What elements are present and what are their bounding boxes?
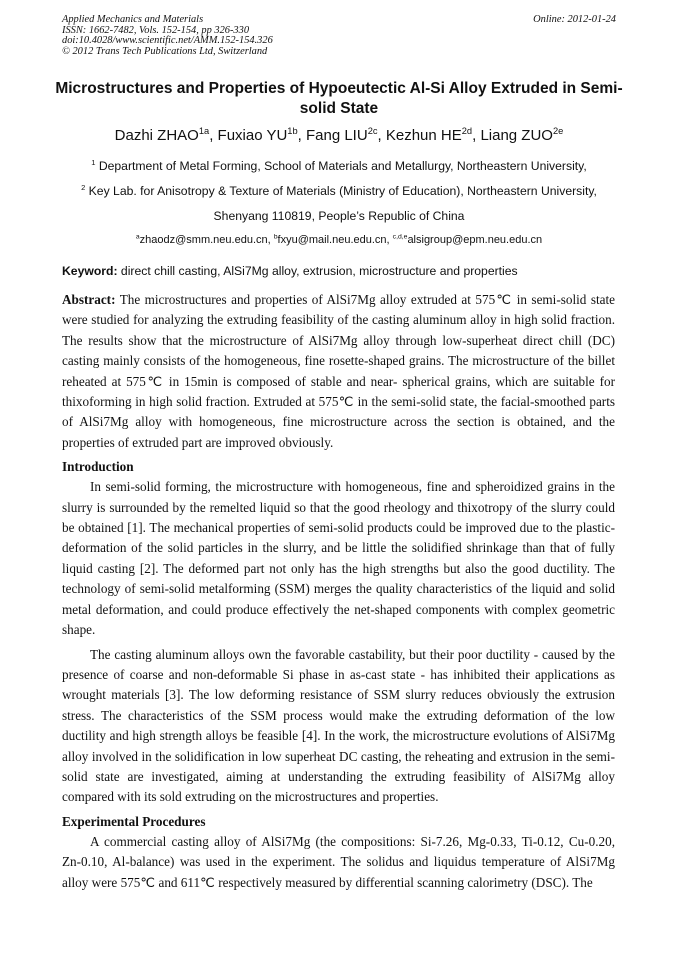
author-list: Dazhi $ZHAO^{1a}$, Fuxiao $YU^{1b}$, Fang $LIU^{2c}$, Kezhun $HE^{2d}$, Liang $ZUO^{2e}$ bbox=[114, 126, 564, 144]
journal-name: Applied Mechanics and Materials bbox=[62, 14, 204, 25]
keyword-label: Keyword: bbox=[62, 264, 118, 278]
affiliation-mark: 2 bbox=[81, 182, 86, 192]
introduction-paragraph-2: The casting aluminum alloys own the favorable castability, but their poor ductility - caused by the presence of coarse and non-deformable Si phase in as-cast state - has inhibited their applications as wrought materials [3]. The low deforming resistance of SSM slurry reduces obviously the extrusion stress. The characteristics of the SSM process would make the extruding deformation of the low ductility and high strength alloys be feasible [4]. In the work, the microstructure evolutions of AlSi7Mg alloy involved in the solidification in low superheat DC casting, the reheating and extrusion in the semi-solid state are investigated, aiming at understanding the extruding feasibility of AlSi7Mg alloy compared with its sold extruding on the microstructures and properties. bbox=[62, 646, 615, 805]
author-affiliation-mark: 2d bbox=[461, 126, 473, 136]
email-mark: a bbox=[135, 233, 140, 241]
keyword-text: direct chill casting, AlSi7Mg alloy, extrusion, microstructure and properties bbox=[120, 264, 518, 278]
affiliation-address: Shenyang 110819, People’s Republic of China bbox=[213, 209, 465, 223]
paper-title: Microstructures and Properties of Hypoeutectic Al-Si Alloy Extruded in Semi-solid State bbox=[55, 80, 623, 117]
author-affiliation-mark: 1a bbox=[198, 126, 210, 136]
keywords bbox=[62, 264, 618, 279]
email-mark: b bbox=[273, 233, 278, 241]
doi-line: doi:10.4028/www.scientific.net/AMM.152-154.326 bbox=[62, 35, 273, 47]
author-name: Dazhi ZHAO bbox=[114, 127, 199, 144]
email-link[interactable]: alsigroup@epm.neu.edu.cn bbox=[407, 234, 543, 246]
affiliation-mark: 1 bbox=[91, 157, 96, 167]
experimental-paragraph-1: A commercial casting alloy of AlSi7Mg (the compositions: Si-7.26, Mg-0.33, Ti-0.12, Cu-0.20, Zn-0.10, Al-balance) was used in the experiment. The solidus and liquidus temperature of AlSi7Mg alloy were 575℃ and 611℃ respectively measured by differential scanning calorimetry (DSC). The bbox=[62, 833, 615, 890]
author-emails bbox=[40, 233, 638, 247]
author-affiliation-mark: 2e bbox=[552, 126, 564, 136]
paper-body bbox=[62, 290, 615, 893]
online-date: Online: 2012-01-24 bbox=[533, 14, 616, 25]
author-affiliation-mark: 1b bbox=[287, 126, 298, 136]
journal-header bbox=[62, 15, 622, 57]
experimental-heading: Experimental Procedures bbox=[62, 813, 206, 829]
introduction-paragraph-1: In semi-solid forming, the microstructure with homogeneous, fine and spheroidized grains in the slurry is surrounded by the remelted liquid so that the good rheology and thixotropy of the slurry could be obtained [1]. The mechanical properties of semi-solid products could be improved due to the plastic-deformation of the solid particles in the slurry, and be little the solidified shrinkage than that of fully liquid casting [2]. The deformed part not only has the high strengths but also the good ductility. The technology of semi-solid metalforming (SSM) merges the quality characteristics of the liquid and solid metal deformation, and could produce effectively the net-shaped components with complex geometric shape. bbox=[62, 479, 615, 638]
issn-line: ISSN: 1662-7482, Vols. 152-154, pp 326-330 bbox=[62, 24, 250, 36]
copyright-line: © 2012 Trans Tech Publications Ltd, Switzerland bbox=[62, 45, 268, 57]
abstract-text: The microstructures and properties of AlSi7Mg alloy extruded at 575℃ in semi-solid state were studied for analyzing the extruding feasibility of the casting aluminum alloy in high solid fraction. The results show that the microstructure of AlSi7Mg alloy through low-superheat direct chill (DC) casting mainly consists of the homogeneous, fine rosette-shaped grains. The microstructure of the billet reheated at 575℃ in 15min is composed of stable and near- spherical grains, which are suitable for thixoforming in high solid fraction. Extruded at 575℃ in the semi-solid state, the facial-smoothed parts of AlSi7Mg alloy with homogeneous, fine microstructure across the section is obtained, and the properties of extruded part are improved obviously. bbox=[62, 292, 615, 450]
affiliation-text: Department of Metal Forming, School of Materials and Metallurgy, Northeastern University, bbox=[98, 159, 587, 173]
author-name: Liang ZUO bbox=[480, 127, 553, 144]
abstract bbox=[62, 290, 615, 453]
affiliation-1 bbox=[40, 159, 638, 174]
abstract-label: Abstract: bbox=[62, 292, 116, 307]
affiliation-text: Key Lab. for Anisotropy & Texture of Materials (Ministry of Education), Northeastern University, bbox=[88, 184, 597, 198]
affiliation-2 bbox=[40, 184, 638, 199]
introduction-heading: Introduction bbox=[62, 459, 134, 475]
email-mark: c,d,e bbox=[392, 233, 408, 241]
email-link[interactable]: zhaodz@smm.neu.edu.cn, bbox=[139, 234, 271, 246]
author-name: Fang LIU bbox=[305, 127, 368, 144]
author-name: Kezhun HE bbox=[385, 127, 462, 144]
author-name: Fuxiao YU bbox=[217, 127, 288, 144]
author-affiliation-mark: 2c bbox=[367, 126, 378, 136]
email-link[interactable]: fxyu@mail.neu.edu.cn, bbox=[277, 234, 390, 246]
